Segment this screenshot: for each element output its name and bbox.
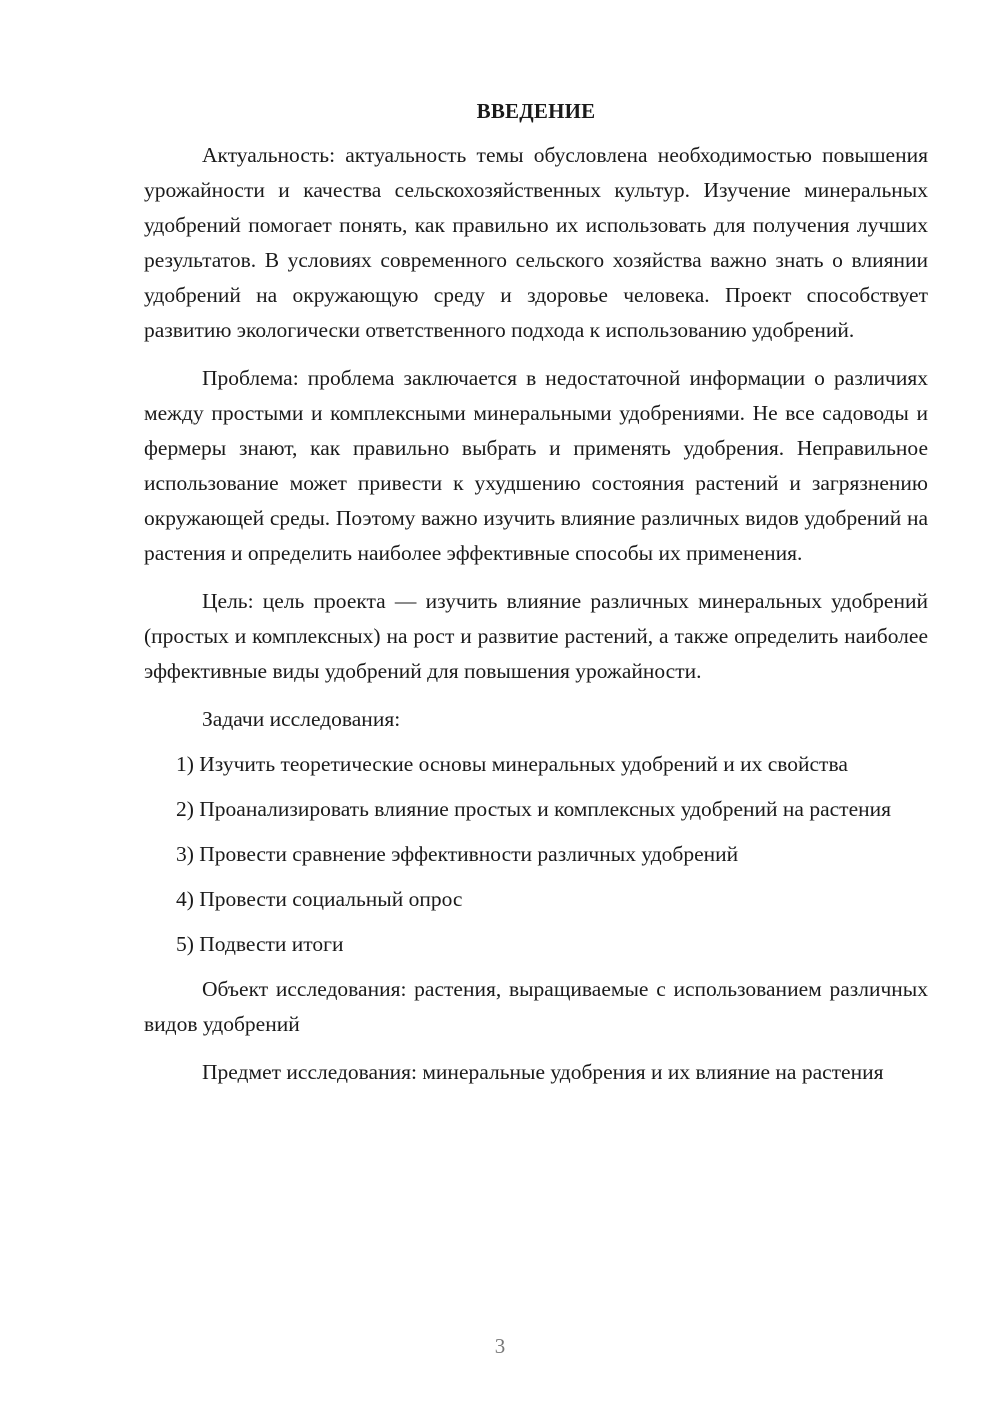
list-item: 1) Изучить теоретические основы минеральных удобрений и их свойства <box>176 752 848 776</box>
page-title: ВВЕДЕНИЕ <box>476 99 596 123</box>
list-item: 2) Проанализировать влияние простых и комплексных удобрений на растения <box>176 797 892 821</box>
list-item: 3) Провести сравнение эффективности различных удобрений <box>176 842 739 866</box>
goal-paragraph: Цель: цель проекта — изучить влияние различных минеральных удобрений (простых и комплексных) на рост и развитие растений, а также определить наиболее эффективные виды удобрений для повышения урожайности. <box>144 589 928 683</box>
object-paragraph: Объект исследования: растения, выращиваемые с использованием различных видов удобрений <box>144 977 928 1036</box>
tasks-list <box>144 747 928 962</box>
page-number: 3 <box>494 1334 506 1358</box>
list-item: 4) Провести социальный опрос <box>176 887 463 911</box>
problem-paragraph: Проблема: проблема заключается в недостаточной информации о различиях между простыми и комплексными минеральными удобрениями. Не все садоводы и фермеры знают, как правильно выбрать и применять удобрения. Неправильное использование может привести к ухудшению состояния растений и загрязнению окружающей среды. Поэтому важно изучить влияние различных видов удобрений на растения и определить наиболее эффективные способы их применения. <box>144 366 928 565</box>
list-item: 5) Подвести итоги <box>176 932 344 956</box>
relevance-paragraph: Актуальность: актуальность темы обусловлена необходимостью повышения урожайности и качества сельскохозяйственных культур. Изучение минеральных удобрений помогает понять, как правильно их использовать для получения лучших результатов. В условиях современного сельского хозяйства важно знать о влиянии удобрений на окружающую среду и здоровье человека. Проект способствует развитию экологически ответственного подхода к использованию удобрений. <box>144 143 928 342</box>
page-content <box>144 94 928 1090</box>
tasks-heading: Задачи исследования: <box>202 707 401 731</box>
subject-paragraph: Предмет исследования: минеральные удобрения и их влияние на растения <box>202 1060 884 1084</box>
